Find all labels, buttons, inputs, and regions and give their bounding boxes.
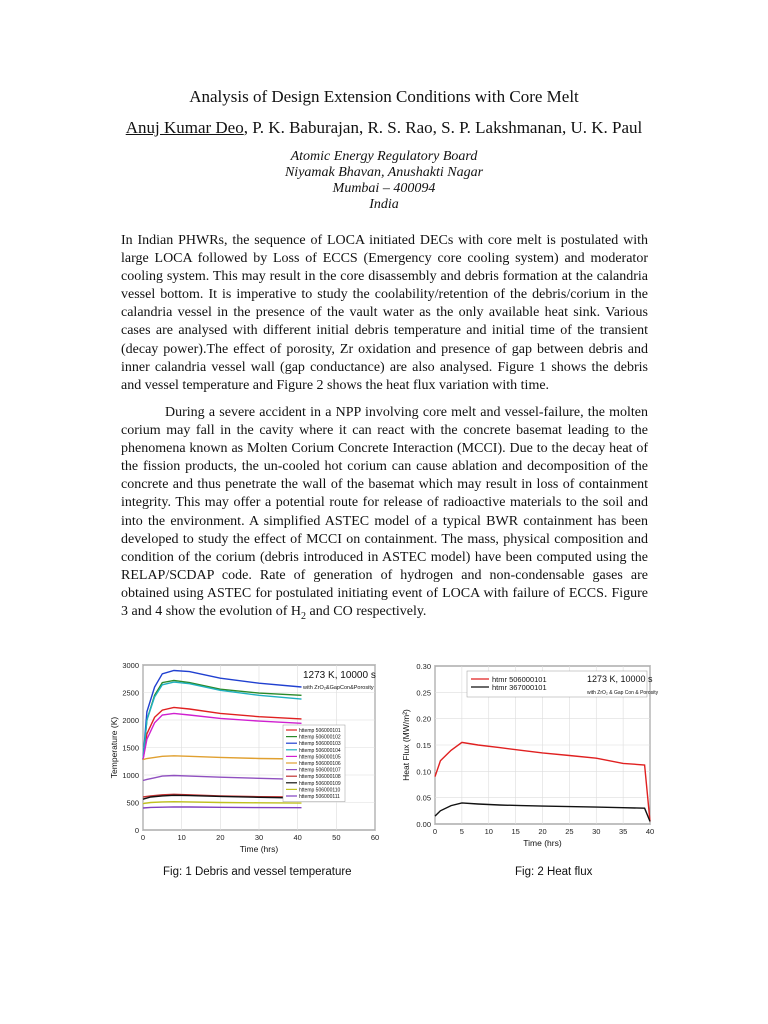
legend-entry: httemp 506000111 bbox=[299, 794, 340, 800]
figure-1-caption: Fig: 1 Debris and vessel temperature bbox=[163, 866, 352, 878]
y-tick-label: 0.30 bbox=[416, 662, 431, 671]
legend-entry: httemp 506000106 bbox=[299, 761, 341, 767]
abstract-paragraph: In Indian PHWRs, the sequence of LOCA initiated DECs with core melt is postulated with large LOCA followed by Loss of ECCS (Emergency core cooling system) and moderator cooling system. This may result in the core disassembly and debris formation at the calandria vessel bottom. It is imperative to study the coolability/retention of the debris/corium in the calandria vessel in the presence of the vault water as the only available heat sink. Various cases are analysed with different initial debris temperature and initial time of the transient (decay power).The effect of porosity, Zr oxidation and presence of gap between debris and inner calandria vessel wall (gap conductance) are also analysed. Figure 1 shows the debris and vessel temperature and Figure 2 shows the heat flux variation with time. bbox=[121, 233, 648, 393]
x-tick-label: 35 bbox=[618, 827, 628, 836]
co-authors: , P. K. Baburajan, R. S. Rao, S. P. Lakshmanan, U. K. Paul bbox=[243, 118, 643, 137]
first-author: Anuj Kumar Deo bbox=[125, 118, 244, 137]
paper-title: Analysis of Design Extension Conditions with Core Melt bbox=[189, 87, 579, 106]
affiliation-line: Niyamak Bhavan, Anushakti Nagar bbox=[284, 165, 484, 180]
legend-entry: htmr 367000101 bbox=[492, 683, 547, 692]
x-tick-label: 40 bbox=[645, 827, 655, 836]
y-tick-label: 0.20 bbox=[416, 714, 431, 724]
affiliation-block bbox=[0, 149, 768, 213]
y-tick-label: 2500 bbox=[122, 688, 139, 698]
affiliation-line: India bbox=[369, 197, 399, 212]
x-axis-label: Time (hrs) bbox=[523, 838, 562, 848]
legend-entry: httemp 506000104 bbox=[299, 747, 341, 754]
x-tick-label: 20 bbox=[216, 833, 225, 842]
legend-entry: httemp 506000101 bbox=[299, 728, 341, 734]
legend-entry: httemp 506000102 bbox=[299, 734, 341, 741]
chart-note: with ZrO₂&GapCon&Porosity bbox=[303, 685, 374, 691]
x-tick-label: 20 bbox=[538, 827, 547, 836]
legend-entry: htmr 506000101 bbox=[492, 675, 547, 684]
x-tick-label: 10 bbox=[484, 827, 493, 836]
y-tick-label: 3000 bbox=[122, 661, 139, 670]
y-tick-label: 500 bbox=[126, 798, 139, 808]
y-tick-label: 0.25 bbox=[416, 688, 431, 698]
x-tick-label: 30 bbox=[592, 827, 601, 836]
x-tick-label: 0 bbox=[140, 833, 146, 842]
x-tick-label: 10 bbox=[177, 833, 186, 842]
x-tick-label: 25 bbox=[565, 827, 574, 836]
legend-entry: httemp 506000110 bbox=[299, 787, 341, 794]
figure-2-caption: Fig: 2 Heat flux bbox=[515, 866, 593, 878]
affiliation-line: Atomic Energy Regulatory Board bbox=[290, 149, 478, 164]
subscript: 2 bbox=[301, 610, 307, 622]
y-axis-label: Heat Flux (MW/m²) bbox=[401, 709, 411, 781]
y-tick-label: 0.00 bbox=[416, 820, 431, 829]
x-tick-label: 40 bbox=[293, 833, 302, 842]
body-text-end: and CO respectively. bbox=[306, 604, 427, 620]
y-tick-label: 0.15 bbox=[416, 741, 431, 750]
x-tick-label: 30 bbox=[254, 833, 264, 842]
y-axis-label: Temperature (K) bbox=[109, 716, 119, 779]
body-text: During a severe accident in a NPP involving core melt and vessel-failure, the molten corium may fall in the cavity where it can react with the concrete basemat leading to the phenomena known as Molten Corium Concrete Interaction (MCCI). Due to the decay heat of the fission products, the un-cooled hot corium can cause ablation and decomposition of the concrete and thus penetrate the wall of the basemat which may result in loss of containment integrity. This may offer a potential route for release of radioactive materials to the soil and into the environment. A simplified ASTEC model of a typical BWR containment has been developed to study the effect of MCCI on containment. The mass, physical composition and condition of the corium (debris introduced in ASTEC model) have been computed using the RELAP/SCDAP code. Rate of generation of hydrogen and non-condensable gases are obtained using ASTEC for postulated initiating event of LOCA with failure of ECCS. Figure 3 and 4 show the evolution of H bbox=[121, 405, 648, 620]
legend-entry: httemp 506000103 bbox=[299, 741, 341, 748]
x-tick-label: 5 bbox=[459, 827, 464, 836]
x-tick-label: 50 bbox=[332, 833, 341, 842]
y-tick-label: 0.05 bbox=[416, 793, 431, 803]
heat-flux-chart bbox=[395, 658, 665, 858]
x-tick-label: 0 bbox=[432, 827, 438, 836]
affiliation-line: Mumbai – 400094 bbox=[332, 181, 436, 196]
legend-entry: httemp 506000109 bbox=[299, 780, 341, 787]
y-tick-label: 0.10 bbox=[416, 767, 431, 777]
y-tick-label: 0 bbox=[134, 826, 139, 835]
x-tick-label: 60 bbox=[370, 833, 380, 842]
chart-note: with ZrO₂ & Gap Con & Porosity bbox=[587, 690, 659, 696]
x-tick-label: 15 bbox=[511, 827, 520, 836]
x-axis-label: Time (hrs) bbox=[239, 844, 279, 854]
legend-entry: httemp 506000105 bbox=[299, 754, 341, 761]
y-tick-label: 1000 bbox=[122, 771, 139, 780]
legend-entry: httemp 506000108 bbox=[299, 774, 341, 781]
author-list bbox=[0, 118, 768, 138]
figure-2 bbox=[395, 658, 665, 858]
chart-annotation: 1273 K, 10000 s bbox=[303, 670, 376, 681]
body-paragraph bbox=[121, 404, 648, 626]
temperature-chart bbox=[95, 655, 385, 865]
figure-1 bbox=[95, 655, 385, 865]
legend-entry: httemp 506000107 bbox=[299, 767, 341, 774]
chart-annotation: 1273 K, 10000 s bbox=[587, 674, 653, 684]
y-tick-label: 2000 bbox=[122, 716, 139, 725]
y-tick-label: 1500 bbox=[122, 743, 139, 753]
